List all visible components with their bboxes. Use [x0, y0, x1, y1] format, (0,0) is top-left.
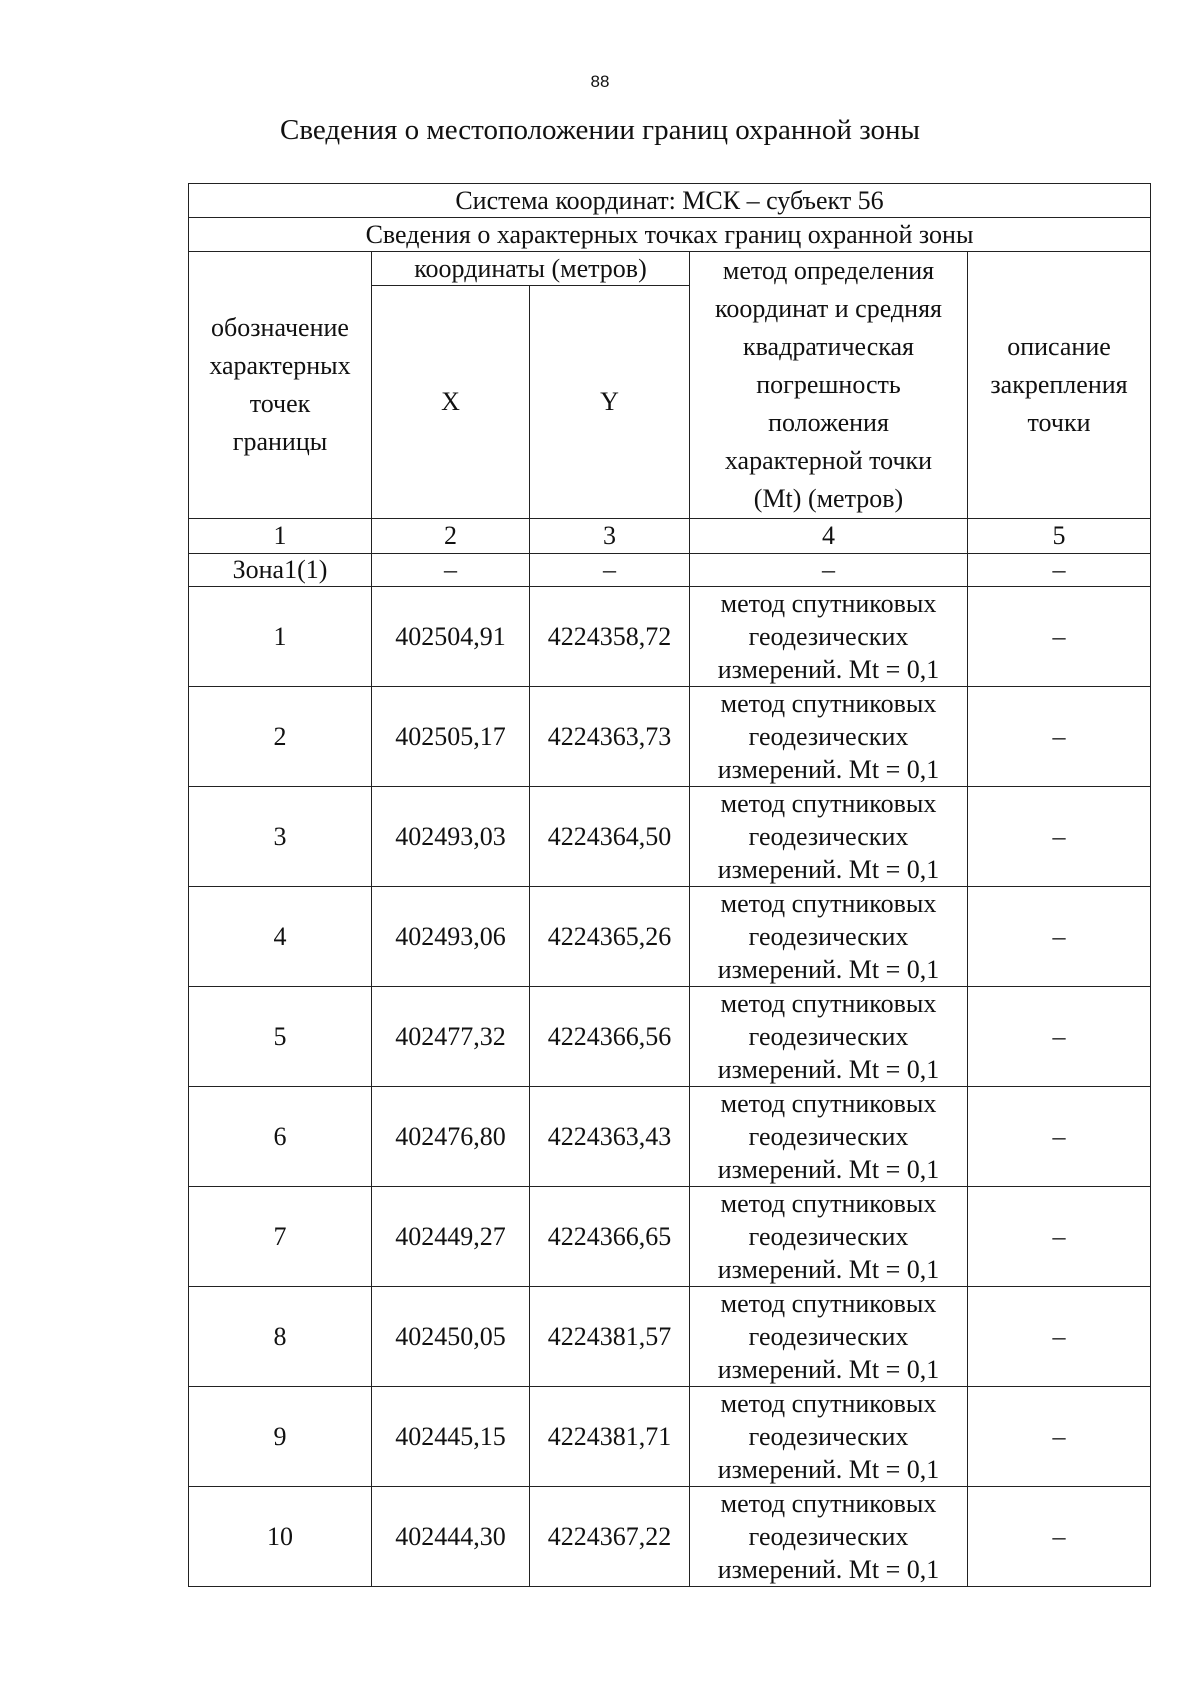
point-number: 2: [189, 687, 372, 787]
column-number: 4: [690, 519, 968, 554]
zone-method: –: [690, 554, 968, 587]
method-line: геодезических: [748, 1022, 909, 1051]
description-header: [968, 252, 1151, 519]
y-coordinate: 4224365,26: [530, 887, 690, 987]
column-number: 1: [189, 519, 372, 554]
x-coordinate: 402505,17: [372, 687, 530, 787]
method-line: геодезических: [748, 922, 909, 951]
x-coordinate: 402493,06: [372, 887, 530, 987]
method-cell: [690, 687, 968, 787]
y-coordinate: 4224381,57: [530, 1287, 690, 1387]
method-line: метод спутниковых: [720, 1089, 937, 1118]
method-line: метод спутниковых: [720, 589, 937, 618]
column-numbers-row: [189, 519, 1151, 554]
y-coordinate: 4224363,73: [530, 687, 690, 787]
method-line: геодезических: [748, 1422, 909, 1451]
y-coordinate: 4224367,22: [530, 1487, 690, 1587]
method-line: метод спутниковых: [720, 1489, 937, 1518]
method-line: измерений. Mt = 0,1: [717, 1555, 940, 1584]
x-coordinate: 402477,32: [372, 987, 530, 1087]
method-line: измерений. Mt = 0,1: [717, 855, 940, 884]
x-coordinate: 402444,30: [372, 1487, 530, 1587]
description-cell: –: [968, 1287, 1151, 1387]
y-coordinate: 4224381,71: [530, 1387, 690, 1487]
method-line: геодезических: [748, 1122, 909, 1151]
method-line: измерений. Mt = 0,1: [717, 1455, 940, 1484]
designation-header-text: обозначение характерных точек границы: [209, 313, 351, 456]
description-cell: –: [968, 587, 1151, 687]
method-cell: [690, 1087, 968, 1187]
document-title: Сведения о местоположении границ охранной зоны: [279, 114, 920, 146]
method-line: метод спутниковых: [720, 1189, 937, 1218]
coordinate-system-row: [189, 184, 1151, 218]
description-cell: –: [968, 787, 1151, 887]
point-number: 7: [189, 1187, 372, 1287]
coordinates-table: [188, 183, 1151, 1587]
x-coordinate: 402476,80: [372, 1087, 530, 1187]
point-number: 5: [189, 987, 372, 1087]
table-row: [189, 887, 1151, 987]
description-cell: –: [968, 687, 1151, 787]
y-coordinate: 4224358,72: [530, 587, 690, 687]
table-row: [189, 1387, 1151, 1487]
method-cell: [690, 987, 968, 1087]
zone-row: [189, 554, 1151, 587]
method-cell: [690, 587, 968, 687]
point-number: 8: [189, 1287, 372, 1387]
method-line: геодезических: [748, 1322, 909, 1351]
method-cell: [690, 1487, 968, 1587]
x-coordinate: 402449,27: [372, 1187, 530, 1287]
table-row: [189, 587, 1151, 687]
x-coordinate: 402445,15: [372, 1387, 530, 1487]
y-coordinate: 4224363,43: [530, 1087, 690, 1187]
method-line: геодезических: [748, 822, 909, 851]
method-line: метод спутниковых: [720, 789, 937, 818]
description-cell: –: [968, 887, 1151, 987]
x-coordinate: 402493,03: [372, 787, 530, 887]
method-line: метод спутниковых: [720, 1389, 937, 1418]
method-line: метод спутниковых: [720, 689, 937, 718]
description-cell: –: [968, 1487, 1151, 1587]
point-number: 4: [189, 887, 372, 987]
designation-header: [189, 252, 372, 519]
table-row: [189, 1287, 1151, 1387]
x-coordinate: 402504,91: [372, 587, 530, 687]
method-line: метод спутниковых: [720, 1289, 937, 1318]
coordinates-header: координаты (метров): [372, 252, 690, 286]
point-number: 1: [189, 587, 372, 687]
table-subtitle: Сведения о характерных точках границ охранной зоны: [189, 218, 1151, 252]
y-coordinate: 4224366,56: [530, 987, 690, 1087]
table-row: [189, 1487, 1151, 1587]
method-line: измерений. Mt = 0,1: [717, 955, 940, 984]
y-header: Y: [530, 286, 690, 519]
zone-y: –: [530, 554, 690, 587]
method-line: геодезических: [748, 1522, 909, 1551]
point-number: 10: [189, 1487, 372, 1587]
point-number: 9: [189, 1387, 372, 1487]
method-line: измерений. Mt = 0,1: [717, 1155, 940, 1184]
table-subtitle-row: [189, 218, 1151, 252]
y-coordinate: 4224364,50: [530, 787, 690, 887]
table-row: [189, 987, 1151, 1087]
method-cell: [690, 1287, 968, 1387]
x-coordinate: 402450,05: [372, 1287, 530, 1387]
table-row: [189, 1187, 1151, 1287]
table-row: [189, 687, 1151, 787]
description-cell: –: [968, 987, 1151, 1087]
description-cell: –: [968, 1087, 1151, 1187]
column-number: 5: [968, 519, 1151, 554]
description-cell: –: [968, 1187, 1151, 1287]
method-cell: [690, 1387, 968, 1487]
method-header-text: метод определения координат и средняя квадратическая погрешность положения характерной точки (Mt) (метров): [715, 256, 942, 513]
description-cell: –: [968, 1387, 1151, 1487]
y-coordinate: 4224366,65: [530, 1187, 690, 1287]
method-line: измерений. Mt = 0,1: [717, 1055, 940, 1084]
method-line: геодезических: [748, 622, 909, 651]
method-line: измерений. Mt = 0,1: [717, 755, 940, 784]
method-line: измерений. Mt = 0,1: [717, 655, 940, 684]
method-line: измерений. Mt = 0,1: [717, 1355, 940, 1384]
page-number: 88: [590, 72, 610, 91]
method-cell: [690, 1187, 968, 1287]
method-line: метод спутниковых: [720, 989, 937, 1018]
method-cell: [690, 887, 968, 987]
table-row: [189, 1087, 1151, 1187]
description-header-text: описание закрепления точки: [990, 332, 1128, 437]
zone-x: –: [372, 554, 530, 587]
coordinate-system: Система координат: МСК – субъект 56: [189, 184, 1151, 218]
zone-description: –: [968, 554, 1151, 587]
method-line: измерений. Mt = 0,1: [717, 1255, 940, 1284]
x-header: X: [372, 286, 530, 519]
point-number: 3: [189, 787, 372, 887]
method-line: геодезических: [748, 1222, 909, 1251]
column-number: 2: [372, 519, 530, 554]
method-line: геодезических: [748, 722, 909, 751]
column-number: 3: [530, 519, 690, 554]
zone-name: Зона1(1): [189, 554, 372, 587]
method-header: [690, 252, 968, 519]
method-line: метод спутниковых: [720, 889, 937, 918]
header-row: [189, 252, 1151, 286]
point-number: 6: [189, 1087, 372, 1187]
table-row: [189, 787, 1151, 887]
method-cell: [690, 787, 968, 887]
